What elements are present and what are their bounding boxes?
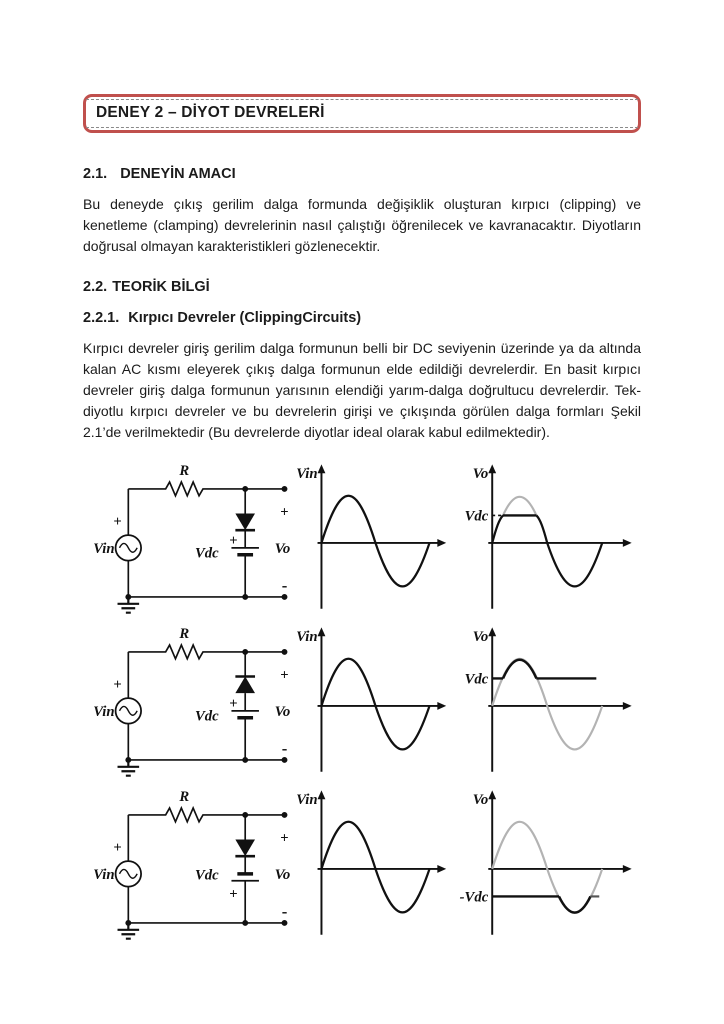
clipped-peak-gray [504, 497, 537, 516]
heading-2-2 [83, 279, 641, 295]
axis-arrow-right-icon [438, 702, 447, 710]
label-vin: Vin [93, 703, 115, 720]
output-wave-black [493, 515, 603, 586]
label-r: R [179, 789, 190, 806]
label-vdc: Vdc [194, 867, 219, 884]
diode-down-icon [235, 513, 255, 530]
figure-row-3 [91, 784, 641, 947]
figure-sekil-2-1 [83, 458, 641, 947]
label-vo: Vo [274, 866, 291, 883]
axes [318, 635, 439, 772]
axis-arrow-right-icon [438, 865, 447, 873]
axes [489, 635, 625, 772]
junction-dots [125, 486, 287, 600]
page-content [83, 94, 641, 947]
figure-row-1 [91, 458, 641, 621]
heading-2-2-number: 2.2. [83, 279, 108, 295]
input-sine-wave [322, 496, 430, 587]
axis-arrow-right-icon [623, 539, 632, 547]
heading-2-1 [83, 166, 641, 182]
diode-down-icon [235, 839, 255, 856]
wires [128, 808, 284, 923]
output-plus-sign: + [280, 504, 289, 521]
axis-arrow-up-icon [318, 790, 326, 799]
passed-trough-black [559, 896, 590, 912]
resistor-icon [128, 808, 284, 822]
battery-plus-sign: + [229, 886, 238, 903]
heading-2-2-1-number: 2.2.1. [83, 310, 120, 326]
output-minus-sign: - [281, 739, 288, 759]
axis-arrow-up-icon [489, 790, 497, 799]
vo-plot-1 [449, 458, 641, 621]
source-plus-sign: + [113, 840, 122, 857]
output-minus-sign: - [281, 576, 288, 596]
passed-peak-black [504, 660, 537, 679]
heading-2-1-number: 2.1. [83, 166, 108, 182]
axis-arrow-right-icon [438, 539, 447, 547]
wires [128, 645, 284, 760]
level-label-vdc: Vdc [465, 508, 489, 525]
battery-plus-sign: + [229, 695, 238, 712]
output-plus-sign: + [280, 830, 289, 847]
axis-arrow-up-icon [318, 464, 326, 473]
label-vdc: Vdc [194, 708, 219, 725]
figure-row-2 [91, 621, 641, 784]
axis-label-vo: Vo [473, 792, 489, 809]
suppressed-wave-gray [493, 822, 603, 913]
axis-arrow-up-icon [489, 627, 497, 636]
diode-up-icon [235, 676, 255, 693]
suppressed-wave-gray [493, 659, 603, 750]
vo-plot-3 [449, 784, 641, 947]
label-vo: Vo [274, 540, 291, 557]
axes [489, 472, 625, 609]
axis-arrow-up-icon [318, 627, 326, 636]
output-plus-sign: + [280, 667, 289, 684]
label-r: R [179, 463, 190, 480]
circuit-diagram-1 [91, 458, 292, 621]
label-vo: Vo [274, 703, 291, 720]
battery-plus-sign: + [229, 532, 238, 549]
heading-2-2-1 [83, 310, 641, 326]
page-title: DENEY 2 – DİYOT DEVRELERİ [86, 99, 638, 128]
title-frame [83, 94, 641, 133]
battery-reversed-icon [231, 874, 259, 881]
sine-symbol-icon [119, 706, 137, 715]
resistor-icon [128, 645, 284, 659]
label-vin: Vin [93, 866, 115, 883]
circuit-diagram-3 [91, 784, 292, 947]
input-sine-wave [322, 822, 430, 913]
vin-plot-2 [292, 621, 449, 784]
sine-symbol-icon [119, 869, 137, 878]
input-sine-wave [322, 659, 430, 750]
heading-2-2-text: TEORİK BİLGİ [112, 279, 210, 295]
axis-label-vin: Vin [296, 466, 318, 483]
vin-plot-3 [292, 784, 449, 947]
axis-label-vo: Vo [473, 466, 489, 483]
axis-label-vin: Vin [296, 629, 318, 646]
resistor-icon [128, 482, 284, 496]
label-r: R [179, 626, 190, 643]
axes [489, 798, 625, 935]
paragraph-amac: Bu deneyde çıkış gerilim dalga formunda değişiklik oluşturan kırpıcı (clipping) ve kenetleme (clamping) devrelerinin nasıl çalıştığı öğrenilecek ve kavranacaktır. Diyotların doğrusal olmayan karakteristikleri gözlenecektir. [83, 196, 641, 254]
axis-arrow-right-icon [623, 702, 632, 710]
axis-label-vin: Vin [296, 792, 318, 809]
heading-2-2-1-text: Kırpıcı Devreler (ClippingCircuits) [128, 310, 362, 326]
level-label-vdc: Vdc [465, 671, 489, 688]
vin-plot-1 [292, 458, 449, 621]
heading-2-1-text: DENEYİN AMACI [120, 166, 236, 182]
junction-dots [125, 649, 287, 763]
vo-plot-2 [449, 621, 641, 784]
axes [318, 798, 439, 935]
paragraph-teorik: Kırpıcı devreler giriş gerilim dalga formunun belli bir DC seviyenin üzerinde ya da altında kalan AC kısmı eleyerek çıkış dalga formunun elde edildiği devrelerdir. En basit kırpıcı devreler giriş dalga formunun yarısının elendiği yarım-dalga doğrultucu devrelerdir. Tek-diyotlu kırpıcı devreler ve bu devrelerin girişi ve çıkışında görülen dalga formları Şekil 2.1’de verilmektedir (Bu devrelerde diyotlar ideal olarak kabul edilmektedir). [83, 340, 641, 440]
source-plus-sign: + [113, 514, 122, 531]
label-vin: Vin [93, 540, 115, 557]
label-vdc: Vdc [194, 545, 219, 562]
wires [128, 482, 284, 597]
level-label-neg-vdc: -Vdc [460, 889, 489, 906]
sine-symbol-icon [119, 543, 137, 552]
axis-label-vo: Vo [473, 629, 489, 646]
circuit-diagram-2 [91, 621, 292, 784]
axis-arrow-right-icon [623, 865, 632, 873]
source-plus-sign: + [113, 677, 122, 694]
axes [318, 472, 439, 609]
axis-arrow-up-icon [489, 464, 497, 473]
output-minus-sign: - [281, 902, 288, 922]
